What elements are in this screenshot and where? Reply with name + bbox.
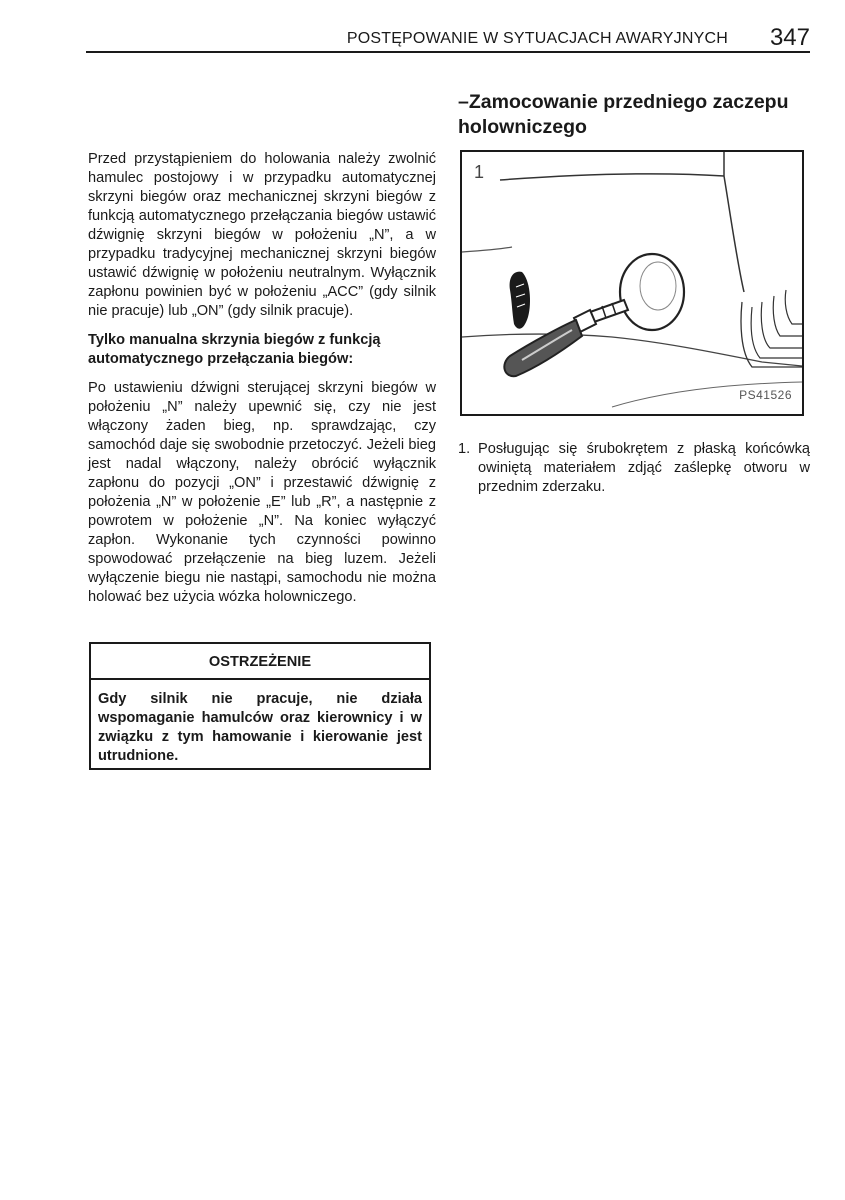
warning-box: [89, 642, 431, 770]
step-list: [458, 440, 810, 497]
running-header-title: POSTĘPOWANIE W SYTUACJACH AWARYJNYCH: [346, 30, 728, 47]
page-number: 347: [769, 24, 810, 51]
header-divider: [86, 51, 810, 53]
figure-callout-number: 1: [474, 162, 485, 182]
warning-body: Gdy silnik nie pracuje, nie działa wspomaganie hamulców oraz kierownicy i w związku z tym hamowanie i kierowanie jest utrudnione.: [98, 691, 422, 764]
illustration-figure: [460, 150, 804, 416]
intro-paragraph: Przed przystąpieniem do holowania należy zwolnić hamulec postojowy i w przypadku automatycznej skrzyni biegów oraz mechanicznej skrzyni biegów z funkcją automatycznego przełączania biegów ustawić dźwignię skrzyni biegów w położeniu „N”, a w przypadku tradycyjnej mechanicznej skrzyni biegów ustawić dźwignię w położeniu neutralnym. Wyłącznik zapłonu powinien być w położeniu „ACC” (gdy silnik nie pracuje) lub „ON” (gdy silnik pracuje).: [88, 151, 436, 319]
section-heading: –Zamocowanie przedniego zaczepu holowniczego: [458, 91, 789, 138]
screwdriver-illustration: [462, 152, 802, 414]
figure-code: PS41526: [739, 388, 792, 402]
step-text: Posługując się śrubokrętem z płaską końcówką owiniętą materiałem zdjąć zaślepkę otworu w przednim zderzaku.: [478, 441, 810, 495]
step-number: 1.: [458, 441, 471, 457]
sub-paragraph: Po ustawieniu dźwigni sterującej skrzyni biegów w położeniu „N” należy upewnić się, czy nie jest włączony żaden bieg, np. sprawdzając, czy samochód daje się swobodnie przetoczyć. Jeżeli bieg jest nadal włączony, należy obrócić wyłącznik zapłonu do pozycji „ON” i przestawić dźwignię z położenia „N” w położenie „E” lub „R”, a następnie z powrotem w położenie „N”. Na koniec wyłączyć zapłon. Wykonanie tych czynności powinno spowodować przełączenie na bieg luzem. Jeżeli wyłączenie biegu nie nastąpi, samochodu nie można holować bez użycia wózka holowniczego.: [88, 380, 436, 605]
list-item: [458, 440, 810, 497]
subheading: Tylko manualna skrzynia biegów z funkcją automatycznego przełączania biegów:: [88, 332, 381, 367]
left-column: [88, 150, 436, 617]
warning-title: OSTRZEŻENIE: [91, 644, 429, 680]
